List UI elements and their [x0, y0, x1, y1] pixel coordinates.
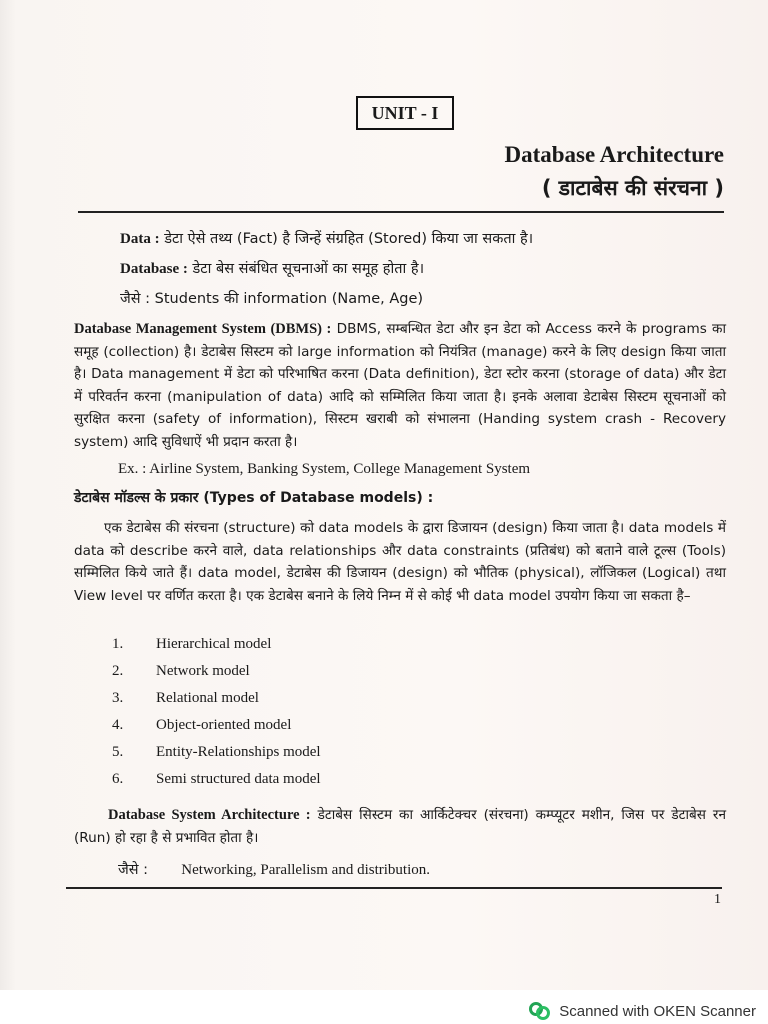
definition-text: जैसे : Students की information (Name, Age): [120, 291, 424, 307]
page-title: Database Architecture: [504, 142, 724, 167]
list-item-number: 4.: [112, 717, 124, 733]
architecture-term: Database System Architecture :: [108, 807, 311, 823]
unit-label: UNIT - I: [356, 96, 454, 130]
definition-database: [120, 258, 424, 278]
architecture-example: [118, 859, 430, 879]
definition-example: [120, 288, 423, 308]
architecture-example-text: Networking, Parallelism and distribution.: [181, 862, 430, 878]
list-item-label: Object-oriented model: [156, 717, 292, 733]
scanner-logo-icon: [529, 1000, 551, 1022]
list-item-label: Relational model: [156, 690, 259, 706]
models-paragraph: एक डेटाबेस की संरचना (structure) को data models के द्वारा डिजायन (design) किया जाता है। data models में data को describe करने वाले, data relationships और data constraints (प्रतिबंध) को बताने वाले टूल्स (Tools) सम्मिलित किये जाते हैं। data model, डेटाबेस की डिजायन (design) को भौतिक (physical), लॉजिकल (Logical) तथा View level पर वर्णित करता है। एक डेटाबेस बनाने के लिये निम्न में से कोई भी data model उपयोग किया जा सकता है–: [74, 520, 726, 604]
list-item-label: Semi structured data model: [156, 771, 321, 787]
dbms-example: Ex. : Airline System, Banking System, College Management System: [118, 461, 531, 477]
list-item: [112, 636, 321, 663]
list-item: [112, 663, 321, 690]
list-item-number: 2.: [112, 663, 124, 679]
definition-text: डेटा ऐसे तथ्य (Fact) है जिन्हें संग्रहित (Stored) किया जा सकता है।: [164, 231, 534, 247]
list-item-number: 5.: [112, 744, 124, 760]
architecture-text: डेटाबेस सिस्टम का आर्किटेक्चर (संरचना) कम्प्यूटर मशीन, जिस पर डेटाबेस रन (Run) हो रहा है से प्रभावित होता है।: [74, 807, 726, 846]
list-item-number: 3.: [112, 690, 124, 706]
architecture-paragraph: [74, 804, 726, 849]
definition-data: [120, 228, 533, 248]
definition-text: डेटा बेस संबंधित सूचनाओं का समूह होता है।: [192, 261, 425, 277]
list-item: [112, 717, 321, 744]
dbms-term: Database Management System (DBMS) :: [74, 321, 332, 337]
models-list: [112, 636, 321, 798]
list-item-label: Network model: [156, 663, 250, 679]
dbms-text: DBMS, सम्बन्धित डेटा और इन डेटा को Access करने के programs का समूह (collection) है। डेटाबेस सिस्टम को large information को नियंत्रित (manage) करने के लिए design किया जाता है। Data management में डेटा को परिभाषित करना (Data definition), डेटा स्टोर करना (storage of data) और डेटा में परिवर्तन करना (manipulation of data) आदि को सम्मिलित किया जाता है। इनके अलावा डेटाबेस सिस्टम सूचनाओं को सुरक्षित करना (safety of information), सिस्टम खराबी को संभालना (Handing system crash - Recovery system) आदि सुविधाऐं भी प्रदान करता है।: [74, 321, 727, 450]
header-divider: [78, 211, 724, 213]
list-item-number: 6.: [112, 771, 124, 787]
dbms-paragraph: [74, 318, 726, 454]
architecture-example-label: जैसे :: [118, 862, 149, 878]
list-item-number: 1.: [112, 636, 124, 652]
page-number: 1: [714, 892, 721, 907]
list-item: [112, 771, 321, 798]
list-item-label: Hierarchical model: [156, 636, 272, 652]
list-item: [112, 744, 321, 771]
scanner-watermark: [529, 1000, 756, 1022]
models-heading: डेटाबेस मॉडल्स के प्रकार (Types of Database models) :: [74, 490, 434, 506]
footer-divider: [66, 887, 722, 889]
page-subtitle: ( डाटाबेस की संरचना ): [541, 176, 724, 200]
definition-term: Data :: [120, 231, 160, 247]
definition-term: Database :: [120, 261, 188, 277]
list-item-label: Entity-Relationships model: [156, 744, 321, 760]
scanner-text: Scanned with OKEN Scanner: [559, 1002, 756, 1020]
list-item: [112, 690, 321, 717]
